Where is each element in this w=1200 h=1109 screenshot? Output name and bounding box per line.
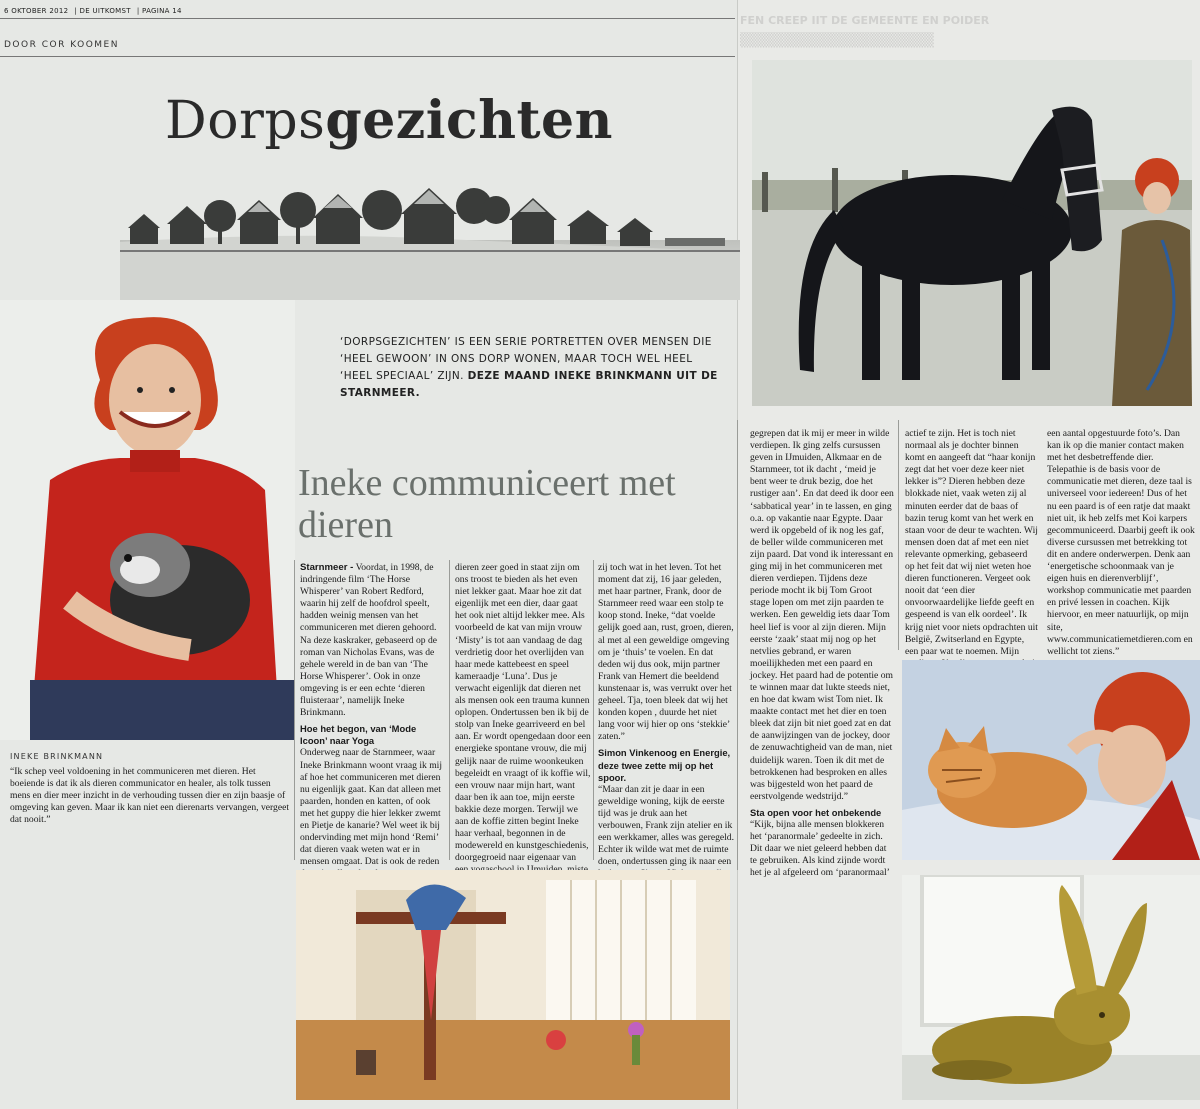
section-masthead (165, 90, 613, 151)
column-rule (294, 560, 295, 860)
col4-para-2: “Kijk, bijna alle mensen blokkeren het ‘paranormale’ gedeelte in zich. Dit daar we niet geleerd hebben dat te gebruiken. Als kind zijnde wordt het je al afgeleerd om ‘paranormaal’ (750, 819, 890, 879)
portrait-caption-name: INEKE BRINKMANN (10, 752, 104, 761)
column-rule (449, 560, 450, 860)
byline: DOOR COR KOOMEN (4, 40, 119, 50)
col6-para-1: een aantal opgestuurde foto’s. Dan kan ik op die manier contact maken met het desbetreffende dier. Telepathie is de basis voor de communicatie met dieren, deze taal is universeel voor iedereen! Dus of het nu een paard is of een ratje dat maakt niet uit, ik heb zelfs met Koi karpers gecommuniceerd. Daarbij geeft ik ook diverse cursussen met betrekking tot dit en andere onderwerpen. Denk aan ‘energetische schoonmaak van je eigen huis en dierenverblijf’, workshop communicatie met paarden en privé lessen in coachen. Kijk hiervoor, en meer natuurlijk, op mijn site, www.communicatiemetdieren.com en wellicht tot ziens.” (1047, 428, 1195, 657)
col1-para-2: Onderweg naar de Starnmeer, waar Ineke Brinkmann woont vraag ik mij af hoe het communiceren met dieren nu eigenlijk gaat. Kan dat alleen met paarden, honden en katten, of ook met het guppy die hier lekker zwemt en Pietje de kanarie? Wel weet ik bij ondervinding met mijn hond ‘Remi’ dat dieren vaak weten wat er in mensen omgaat. Dat is ook de reden (300, 747, 443, 868)
col5-para-1: actief te zijn. Het is toch niet normaal als je dochter binnen komt en aangeeft dat “haar konijn zegt dat het voer deze keer niet lekker is”? Dieren hebben deze blokkade niet, vaak weten zij al minuten eerder dat de baas of bazin terug komt van het werk en staan voor de deur te wachten. Wij mensen doen dat af met een niet relevante opmerking, gebaseerd op het feit dat wij niet weten hoe dieren functioneren. Vergeet ook nooit dat ‘een dier onvoorwaardelijke liefde geeft en gespeend is van elk oordeel’. Ik krijg niet voor niets opdrachten uit België, Zwitserland en Egypte, een paar wat te noemen. Mijn (905, 428, 1038, 657)
folio-paper: DE UITKOMST (79, 7, 131, 15)
column-rule (593, 560, 594, 860)
folio-date: 6 OKTOBER 2012 (4, 7, 69, 15)
portrait-illustration (0, 300, 295, 740)
col1-text-1: Voordat, in 1998, de indringende film ‘The Horse Whisperer’ van Robert Redford, waarin hij zelf de hoofdrol speelt, hadden weinig mensen van het communiceren met dieren gehoord. Na deze kaskraker, gebaseerd op de roman van Nicholas Evans, was de gehele wereld in de ban van ‘The Horse Whisperer’. Ook in onze omgeving is er een echte ‘dieren fluisteraar’, namelijk Ineke Brinkmann. (300, 562, 438, 719)
portrait-caption-quote: “Ik schep veel voldoening in het communiceren met dieren. Het boeiende is dat ik als dieren communicator en healer, als tolk tussen mens en dier meer inzicht in de verhouding tussen dier en zijn baasje of omgeving kan geven. Maar ik kan niet een dierenarts vervangen, vergeet dat nooit.” (10, 766, 289, 826)
folio-page: PAGINA 14 (142, 7, 182, 15)
bleed-through-text: ▒▒▒▒▒▒▒▒▒▒▒▒▒▒▒▒▒▒ (740, 32, 934, 48)
col2-para-1: dieren zeer goed in staat zijn om ons troost te bieden als het even niet lekker gaat. Maar hoe zit dat eigenlijk met een dier, daar gaat het ook niet altijd lekker mee. Als voorbeeld de kat van mijn vrouw ‘Misty’ is tot aan vandaag de dag verdrietig door het overlijden van haar mede kattebeest en speel kameraadje ‘Luna’. Dus je verwacht eigenlijk dat dieren net als mensen ook een trauma kunnen oplopen. Ondertussen ben ik bij de stolp van Ineke gearriveerd en bel aan. Er wordt opengedaan door een energieke spontane vrouw, die mij gelijk naar de ruime woonkeuken begeleidt en vraagt of ik koffie wil, een vrouw naar mijn hart, want daar ben ik aan toe, mijn eerste bakkie deze morgen. Terwijl we aan de koffie zitten begint Ineke haar verhaal, begonnen in de modewereld en kunstgeschiedenis, doorgegroeid naar eigenaar van (455, 562, 591, 864)
column-rule (898, 420, 899, 650)
cat-illustration (902, 660, 1200, 860)
article-column-6 (1047, 428, 1195, 658)
col3-para-1: zij toch wat in het leven. Tot het moment dat zij, 16 jaar geleden, met haar partner, Frank, door de Starnmeer reed waar een stolp te koop stond. Ineke, “dat voelde gelijk goed aan, rust, groen, dieren, al met al een geweldige omgeving om je ‘thuis’ te voelen. En dat deden wij dus ook, mijn partner Frank van Hemert die beeldend kunstenaar is, was verrukt over het geheel. Tja, toen bleek dat wij het konden kopen , duurde het niet lang voor wij hier op ons ‘stekkie’ zaten.” (598, 562, 734, 743)
rabbit-photo (902, 875, 1200, 1100)
subheading-onbekende: Sta open voor het onbekende (750, 806, 882, 818)
interior-photo (296, 870, 730, 1100)
intro-standfirst: ‘DORPSGEZICHTEN’ IS EEN SERIE PORTRETTEN OVER MENSEN DIE ‘HEEL GEWOON’ IN ONS DORP WONEN, MAAR TOCH WEL HEEL ‘HEEL SPECIAAL’ ZIJN. (340, 336, 712, 382)
column-rule (737, 420, 738, 870)
masthead-bold: gezichten (325, 90, 613, 151)
intro-bold: DEZE MAAND INEKE BRINKMANN UIT DE STARNMEER. (340, 370, 718, 399)
interior-illustration (296, 870, 730, 1100)
article-column-2 (455, 562, 591, 876)
article-column-4 (750, 428, 894, 879)
folio-rule (0, 18, 735, 19)
village-illustration (120, 180, 740, 300)
horse-illustration (752, 60, 1192, 406)
article-column-3 (598, 562, 734, 905)
col3-para-2: “Maar dan zit je daar in een geweldige woning, kijk de eerste tijd was je druk aan het verbouwen, Frank zijn atelier en ik een werkkamer, alles was geregeld. Echter ik wilde wat met de ruimte doen, ondertussen ging ik naar een (598, 783, 734, 868)
horse-photo (752, 60, 1192, 406)
col1-para-1 (300, 562, 442, 719)
byline-rule (0, 56, 735, 57)
masthead-light: Dorps (165, 91, 326, 151)
subheading-mode-icoon: Hoe het begon, van ‘Mode Icoon’ naar Yoga (300, 723, 417, 747)
cat-photo (902, 660, 1200, 860)
article-headline: Ineke communiceert met dieren (298, 462, 676, 546)
intro-text (340, 334, 718, 402)
rabbit-illustration (902, 875, 1200, 1100)
subheading-simon-vinkenoog: Simon Vinkenoog en Energie, deze twee zette mij op het spoor. (598, 747, 731, 783)
article-column-1 (300, 562, 442, 880)
article-column-5 (905, 428, 1039, 670)
col4-para-1: gegrepen dat ik mij er meer in wilde verdiepen. Ik ging zelfs cursussen geven in IJmuiden, Alkmaar en de Starnmeer, tot ik dacht , ‘meid je bent weer te druk bezig, doe het rustiger aan’. En dat deed ik door een ‘sabbatical year’ in te lassen, en ging o.a. op vakantie naar Egypte. Daar werd ik opgebeld of ik nog les gaf, de beller wilde communiceren met zijn paard. Dat vond ik interessant en ging mij in het communiceren met dieren verdiepen. Tijdens deze periode mocht ik bij Tom Groot stage lopen om met zijn paarden te werken. Een geweldig iets daar Tom heel lief is voor al zijn dieren. Mijn eerste ‘zaak’ staat mij nog op het netvlies gebrand, er waren moeilijkheden met een paard en jockey. Het paard had de potentie om te winnen maar dat lukte steeds niet, en hoe dat kwam wist Tom niet. Ik maakte contact met het dier en toen bleek dat zijn bit niet goed zat en dat de aanwijzingen van de jockey, door de zenuwachtigheid van de man, niet duidelijk waren. Toen ik dit met de betrokkenen had besproken en alles was bijgesteld won het paard de eerstvolgende wedstrijd.” (750, 428, 894, 802)
dateline: Starnmeer - (300, 562, 354, 573)
portrait-photo (0, 300, 295, 740)
folio-line: 6 OKTOBER 2012 | DE UITKOMST | PAGINA 14 (4, 7, 182, 15)
bleed-through-text: FEN CREEP IIT DE GEMEENTE EN POIDER (740, 14, 990, 27)
